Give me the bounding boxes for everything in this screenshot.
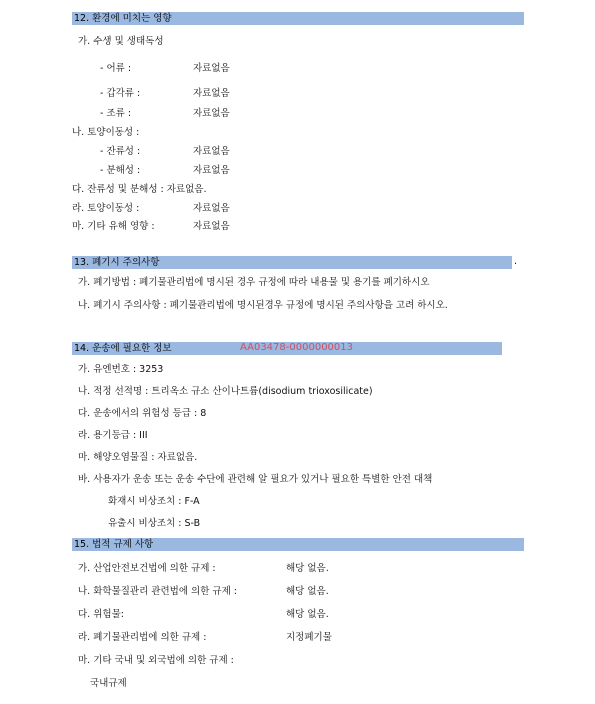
- degradability-value: 자료없음: [193, 165, 230, 176]
- crustacean-value: 자료없음: [193, 88, 230, 99]
- sec12-item-c: 다. 잔류성 및 분해성 : 자료없음.: [72, 184, 207, 195]
- crustacean-label: - 갑각류 :: [100, 88, 141, 99]
- sec12-item-b: 나. 토양이동성 :: [72, 127, 140, 138]
- sec14-item-a: 가. 유엔번호 : 3253: [78, 364, 164, 375]
- fish-value: 자료없음: [193, 63, 230, 74]
- section-15-header: [72, 538, 524, 551]
- sec12-item-d-label: 라. 토양이동성 :: [72, 203, 140, 214]
- sec15-item-d-label: 라. 폐기물관리법에 의한 규제 :: [78, 632, 207, 643]
- section-13-title: 13. 폐기시 주의사항: [74, 257, 160, 268]
- sec15-item-c-value: 해당 없음.: [286, 609, 329, 620]
- sec15-item-a-label: 가. 산업안전보건법에 의한 규제 :: [78, 563, 216, 574]
- residual-value: 자료없음: [193, 146, 230, 157]
- section-13-trail: .: [514, 256, 518, 267]
- algae-value: 자료없음: [193, 108, 230, 119]
- algae-label: - 조류 :: [100, 108, 132, 119]
- degradability-label: - 분해성 :: [100, 165, 141, 176]
- document-id-stamp: AA03478-0000000013: [240, 342, 354, 353]
- sec15-item-c-label: 다. 위험물:: [78, 609, 124, 620]
- sec12-item-d-value: 자료없음: [193, 203, 230, 214]
- sec12-item-a: 가. 수생 및 생태독성: [78, 36, 164, 47]
- sec15-item-d-value: 지정폐기물: [286, 632, 332, 643]
- sec14-item-f: 바. 사용자가 운송 또는 운송 수단에 관련해 알 필요가 있거나 필요한 특별한 안전 대책: [78, 474, 433, 485]
- spill-emergency: 유출시 비상조치 : S-B: [108, 518, 201, 529]
- fire-emergency: 화재시 비상조치 : F-A: [108, 496, 200, 507]
- section-14-title: 14. 운송에 필요한 정보: [74, 343, 172, 354]
- section-12-header: [72, 12, 524, 25]
- domestic-regulations: 국내규제: [90, 678, 127, 689]
- sec12-item-e-value: 자료없음: [193, 221, 230, 232]
- sec13-item-b: 나. 폐기시 주의사항 : 폐기물관리법에 명시된경우 규정에 명시된 주의사항을 고려 하시오.: [78, 300, 448, 311]
- sec15-item-e: 마. 기타 국내 및 외국법에 의한 규제 :: [78, 655, 234, 666]
- sec12-item-e-label: 마. 기타 유해 영향 :: [72, 221, 155, 232]
- sec13-item-a: 가. 폐기방법 : 폐기물관리법에 명시된 경우 규정에 따라 내용물 및 용기를 폐기하시오: [78, 277, 430, 288]
- sec14-item-d: 라. 용기등급 : III: [78, 430, 148, 441]
- sec14-item-b: 나. 적정 선적명 : 트리옥소 규소 산이나트륨(disodium trioxosilicate): [78, 386, 373, 397]
- section-13-header: [72, 256, 512, 269]
- fish-label: - 어류 :: [100, 63, 132, 74]
- section-15-title: 15. 법적 규제 사항: [74, 539, 154, 550]
- sec15-item-b-label: 나. 화학물질관리 관련법에 의한 규제 :: [78, 586, 237, 597]
- sec15-item-b-value: 해당 없음.: [286, 586, 329, 597]
- residual-label: - 잔류성 :: [100, 146, 141, 157]
- sec15-item-a-value: 해당 없음.: [286, 563, 329, 574]
- sec14-item-c: 다. 운송에서의 위험성 등급 : 8: [78, 408, 207, 419]
- section-12-title: 12. 환경에 미치는 영향: [74, 13, 172, 24]
- sec14-item-e: 마. 해양오염물질 : 자료없음.: [78, 452, 198, 463]
